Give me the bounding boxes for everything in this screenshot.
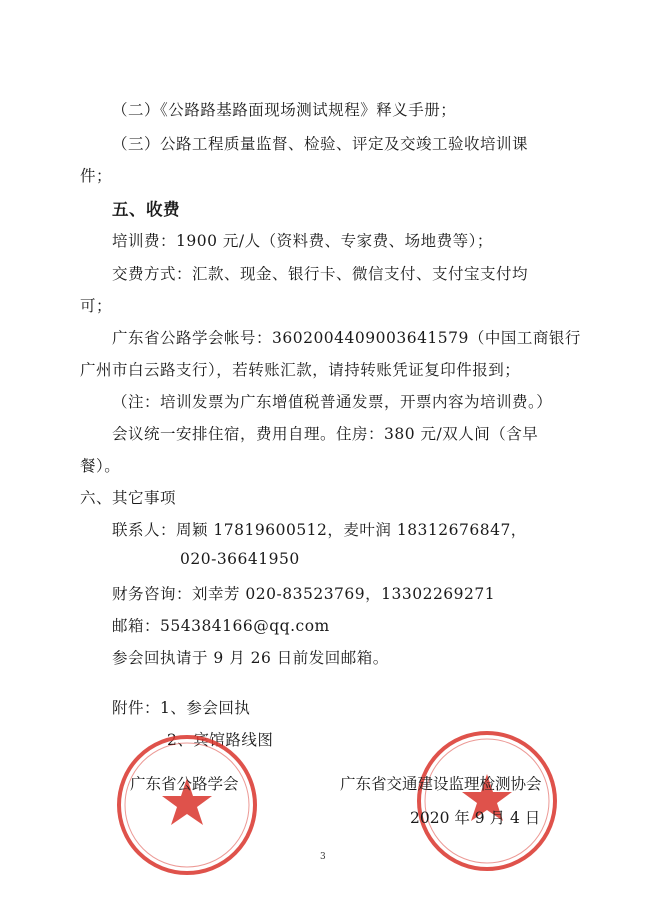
bank-account: 广东省公路学会帐号：3602004409003641579（中国工商银行 bbox=[112, 329, 581, 347]
signature-date: 2020 年 9 月 4 日 bbox=[410, 809, 541, 827]
payment-methods-cont: 可； bbox=[80, 297, 113, 315]
attachment-1: 附件：1、参会回执 bbox=[112, 699, 251, 717]
list-item-3: （三）公路工程质量监督、检验、评定及交竣工验收培训课 bbox=[112, 135, 529, 153]
section-heading-fees: 五、收费 bbox=[112, 200, 180, 219]
email: 邮箱：554384166@qq.com bbox=[112, 617, 330, 635]
section-heading-other: 六、其它事项 bbox=[80, 489, 177, 507]
payment-methods: 交费方式：汇款、现金、银行卡、微信支付、支付宝支付均 bbox=[112, 265, 529, 283]
bank-account-cont: 广州市白云路支行），若转账汇款，请持转账凭证复印件报到； bbox=[80, 361, 521, 379]
contact-persons: 联系人：周颖 17819600512，麦叶润 18312676847， bbox=[112, 521, 527, 539]
accommodation-cont: 餐）。 bbox=[80, 457, 121, 475]
official-seal-2 bbox=[412, 726, 562, 876]
official-seal-1 bbox=[112, 730, 262, 880]
attachment-2: 2、宾馆路线图 bbox=[167, 731, 274, 749]
page-number: 3 bbox=[320, 852, 326, 862]
contact-phone: 020-36641950 bbox=[180, 550, 300, 568]
list-item-2: （二）《公路路基路面现场测试规程》释义手册； bbox=[112, 101, 457, 119]
list-item-3-cont: 件； bbox=[80, 167, 113, 185]
fee-amount: 培训费：1900 元/人（资料费、专家费、场地费等）； bbox=[112, 232, 493, 250]
reply-deadline: 参会回执请于 9 月 26 日前发回邮箱。 bbox=[112, 649, 389, 667]
signature-org-1: 广东省公路学会 bbox=[130, 775, 239, 793]
accommodation: 会议统一安排住宿，费用自理。住房：380 元/双人间（含早 bbox=[112, 425, 539, 443]
finance-contact: 财务咨询：刘幸芳 020-83523769，13302269271 bbox=[112, 585, 496, 603]
signature-org-2: 广东省交通建设监理检测协会 bbox=[340, 775, 542, 793]
invoice-note: （注：培训发票为广东增值税普通发票，开票内容为培训费。） bbox=[112, 393, 553, 411]
